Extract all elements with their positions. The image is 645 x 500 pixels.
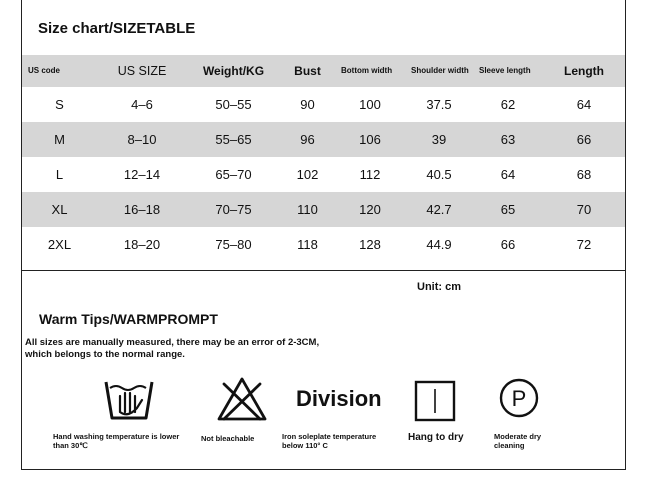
cell-weight: 70–75 [215,202,252,217]
cell-us-size: 16–18 [123,202,161,217]
header-bottom-width: Bottom width [341,66,393,75]
size-table [22,55,625,262]
cell-us-code: S [55,97,64,112]
header-us-code: US code [28,66,61,75]
tips-line-1: All sizes are manually measured, there may be an error of 2-3CM, [25,337,320,348]
cell-sleeve-length: 65 [500,202,516,217]
hand-wash-caption [53,432,179,450]
header-shoulder-width: Shoulder width [411,66,469,75]
cell-bottom-width: 120 [359,202,381,217]
tips-title: Warm Tips/WARMPROMPT [39,311,218,327]
header-bust: Bust [294,64,321,78]
table-row [22,227,625,262]
iron-line-2: below 110° C [282,441,328,450]
cell-length: 68 [576,167,592,182]
iron-line-1: Iron soleplate temperature [282,432,377,441]
hang-dry-icon [414,380,456,422]
cell-length: 64 [576,97,592,112]
cell-shoulder-width: 39 [431,132,447,147]
cell-shoulder-width: 40.5 [426,167,452,182]
unit-label: Unit: cm [417,281,461,293]
hand-wash-icon [104,378,154,422]
cell-sleeve-length: 63 [500,132,516,147]
cell-sleeve-length: 62 [500,97,516,112]
cell-bottom-width: 100 [359,97,381,112]
hand-wash-line-2: than 30℃ [53,441,88,450]
table-row [22,157,625,192]
cell-bust: 102 [296,167,319,182]
cell-weight: 75–80 [215,237,252,252]
cell-bottom-width: 106 [359,132,381,147]
cell-bust: 90 [300,97,315,112]
cell-us-code: XL [51,202,68,217]
cell-us-code: 2XL [47,237,72,252]
size-chart-title: Size chart/SIZETABLE [38,20,196,37]
hang-dry-caption: Hang to dry [408,432,464,443]
header-sleeve-length: Sleeve length [479,66,531,75]
dry-clean-caption [494,432,541,450]
dry-clean-icon [498,377,540,419]
table-row [22,192,625,227]
cell-shoulder-width: 42.7 [426,202,452,217]
dry-clean-line-1: Moderate dry [494,432,542,441]
header-us-size: US SIZE [117,64,167,78]
cell-us-code: M [54,132,65,147]
cell-us-size: 18–20 [123,237,161,252]
header-weight: Weight/KG [202,64,265,78]
cell-bottom-width: 128 [359,237,381,252]
cell-bust: 118 [297,237,318,252]
table-header-row [22,55,625,87]
svg-text:P: P [511,386,527,411]
header-length: Length [564,64,604,78]
cell-bust: 110 [297,202,318,217]
cell-shoulder-width: 37.5 [426,97,452,112]
cell-weight: 50–55 [215,97,252,112]
cell-us-code: L [55,167,64,182]
cell-shoulder-width: 44.9 [426,237,452,252]
no-bleach-icon [216,376,268,422]
cell-us-size: 4–6 [131,97,153,112]
iron-caption [282,432,376,450]
cell-length: 70 [576,202,592,217]
cell-weight: 65–70 [215,167,252,182]
no-bleach-caption: Not bleachable [201,434,255,443]
tips-line-2: which belongs to the normal range. [25,349,185,360]
dry-clean-line-2: cleaning [494,441,525,450]
cell-us-size: 8–10 [127,132,157,147]
table-row [22,87,625,122]
cell-length: 66 [576,132,592,147]
cell-bust: 96 [300,132,315,147]
cell-length: 72 [576,237,592,252]
cell-us-size: 12–14 [123,167,161,182]
cell-sleeve-length: 66 [500,237,516,252]
cell-bottom-width: 112 [359,167,381,182]
cell-weight: 55–65 [215,132,252,147]
cell-sleeve-length: 64 [500,167,516,182]
hand-wash-line-1: Hand washing temperature is lower [53,432,180,441]
tips-text [25,337,319,361]
division-label: Division [296,386,382,411]
table-row [22,122,625,157]
